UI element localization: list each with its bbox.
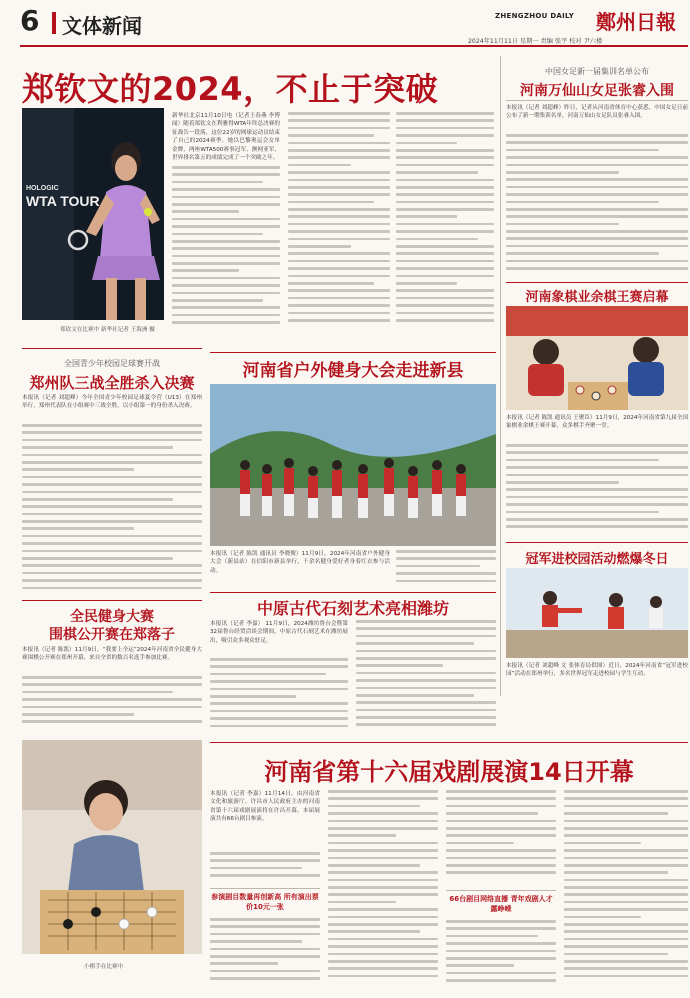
rule [210, 742, 688, 743]
tennis-photo [22, 108, 164, 320]
youth-football-headline: 郑州队三战全胜杀入决赛 [29, 374, 195, 392]
drama-body-col-3a [446, 790, 556, 886]
campus-headline: 冠军进校园活动燃爆冬日 [525, 552, 669, 567]
paper-english-name: ZHENGZHOU DAILY [495, 12, 575, 20]
rule [506, 282, 688, 283]
tennis-photo-caption: 郑钦文在比赛中 新华社记者 王海洲 摄 [60, 327, 155, 333]
inscriptions-body-col-2 [356, 620, 496, 734]
weiqi-headline-line-2: 围棋公开赛在郑落子 [49, 627, 175, 643]
drama-body-col-1a [210, 852, 320, 884]
xiangqi-headline: 河南象棋业余棋王赛启幕 [525, 290, 669, 305]
football-womens-body [506, 134, 688, 280]
weiqi-photo [22, 740, 202, 954]
rule [506, 100, 688, 101]
drama-body-col-4 [564, 790, 688, 990]
rule [22, 600, 202, 601]
right-column-divider [500, 56, 501, 696]
fitness-body [396, 550, 496, 588]
rule [506, 542, 688, 543]
weiqi-intro: 本报讯（记者 陈凯）11月9日，“我要上全运”2024年河南省全民健身大赛围棋公开赛在郑州开幕，来自全省的数百名选手参加比赛。 [22, 647, 202, 662]
youth-football-kicker: 全国青少年校园足球赛开战 [64, 359, 160, 368]
xiangqi-intro: 本报讯（记者 陈凯 通讯员 王聚臣）11月9日，2024年河南省第九届全国象棋业余棋王赛开幕，众多棋手齐聚一堂。 [506, 415, 688, 430]
xiangqi-body [506, 444, 688, 534]
weiqi-child-player-illustration [22, 740, 202, 954]
drama-body-col-3b [446, 920, 556, 990]
tennis-player-illustration [22, 108, 164, 320]
rule [446, 890, 556, 891]
masthead [0, 0, 690, 62]
campus-photo [506, 568, 688, 658]
drama-intro: 本报讯（记者 李嘉）11月14日，由河南省文化和旅游厅、许昌市人民政府主办的河南省第十六届戏剧展演将在许昌开幕，本届展演共有66台剧目参演。 [210, 791, 320, 823]
fitness-intro: 本报讯（记者 陈凯 通讯员 李晓俊）11月9日，2024年河南省户外健身大会（新县站）在信阳市新县举行，千余名健身爱好者身着红衣参与活动。 [210, 551, 390, 574]
masthead-rule [20, 45, 688, 47]
section-bar [52, 12, 56, 34]
rule [210, 352, 496, 353]
rule [22, 348, 202, 349]
campus-intro: 本报讯（记者 刘超峰 文 张体育局供图）近日，2024年河南省“冠军进校园”活动在郑州举行，多名世界冠军走进校园与学生互动。 [506, 663, 688, 678]
xiangqi-players-illustration [506, 306, 688, 410]
football-womens-intro: 本报讯（记者 刘超峰）昨日，记者从河南省体育中心获悉，中国女足日前公布了新一期集训名单，河南万仙山女足队员张睿入围。 [506, 105, 688, 120]
lead-body-col-1 [172, 166, 280, 332]
hologic-banner-text: HOLOGIC [26, 185, 59, 192]
drama-body-col-1b [210, 918, 320, 990]
section-name: 文体新闻 [62, 14, 142, 38]
youth-football-body [22, 424, 202, 594]
dateline: 2024年11月11日 星期一 责编 张宇 校对 尹六楼 [468, 38, 603, 45]
weiqi-headline-line-1: 全民健身大赛 [70, 609, 154, 625]
fitness-parade-illustration [210, 384, 496, 546]
inscriptions-body-col-1 [210, 658, 348, 734]
campus-martial-arts-illustration [506, 568, 688, 658]
lead-intro: 新华社北京11月10日电（记者王春燕 李博闻）随着郑钦文在利雅得WTA年终总决赛的征战告一段落，这位22岁的网球运动员结束了自己的2024赛季。她以巴黎奥运会女单金牌、两座WTA500赛事冠军、澳网亚军、世界排名第五的成绩完成了一个突破之年。 [172, 113, 280, 161]
xiangqi-photo [506, 306, 688, 410]
inscriptions-intro: 本报讯（记者 李嘉） 11月9日，2024潍坊鲁台会暨第32届鲁台经贸洽谈会期间，中原古代石刻艺术在潍坊展出，吸引众多观众驻足。 [210, 621, 348, 644]
paper-logo: 鄭州日報 [596, 10, 676, 34]
fitness-headline: 河南省户外健身大会走进新县 [242, 361, 464, 381]
drama-headline: 河南省第十六届戏剧展演14日开幕 [264, 758, 634, 786]
lead-body-col-3 [396, 112, 494, 332]
page-number: 6 [20, 4, 40, 37]
weiqi-photo-caption: 小棋手在比赛中 [84, 964, 124, 970]
football-kicker: 中国女足新一届集训名单公布 [545, 67, 649, 76]
rule [210, 888, 320, 889]
drama-subhead-1: 参演剧目数量再创新高 所有演出票价10元一张 [211, 893, 319, 912]
youth-football-intro: 本报讯（记者 刘超峰）今年全国青少年校园足球夏令营（U13）在郑州举行，郑州代表队在小组赛中三战全胜，以小组第一的身份杀入决赛。 [22, 395, 202, 410]
fitness-photo [210, 384, 496, 546]
inscriptions-headline: 中原古代石刻艺术亮相潍坊 [256, 599, 449, 618]
wta-banner-text: WTA TOUR [26, 193, 100, 209]
rule [210, 592, 496, 593]
lead-headline: 郑钦文的2024，不止于突破 [22, 70, 439, 108]
football-headline: 河南万仙山女足张睿入围 [520, 83, 674, 99]
weiqi-body [22, 676, 202, 734]
drama-subhead-2: 66台剧目网络直播 青年戏剧人才露峥嵘 [449, 895, 553, 914]
drama-body-col-2 [328, 790, 438, 990]
lead-body-col-2 [288, 112, 390, 332]
